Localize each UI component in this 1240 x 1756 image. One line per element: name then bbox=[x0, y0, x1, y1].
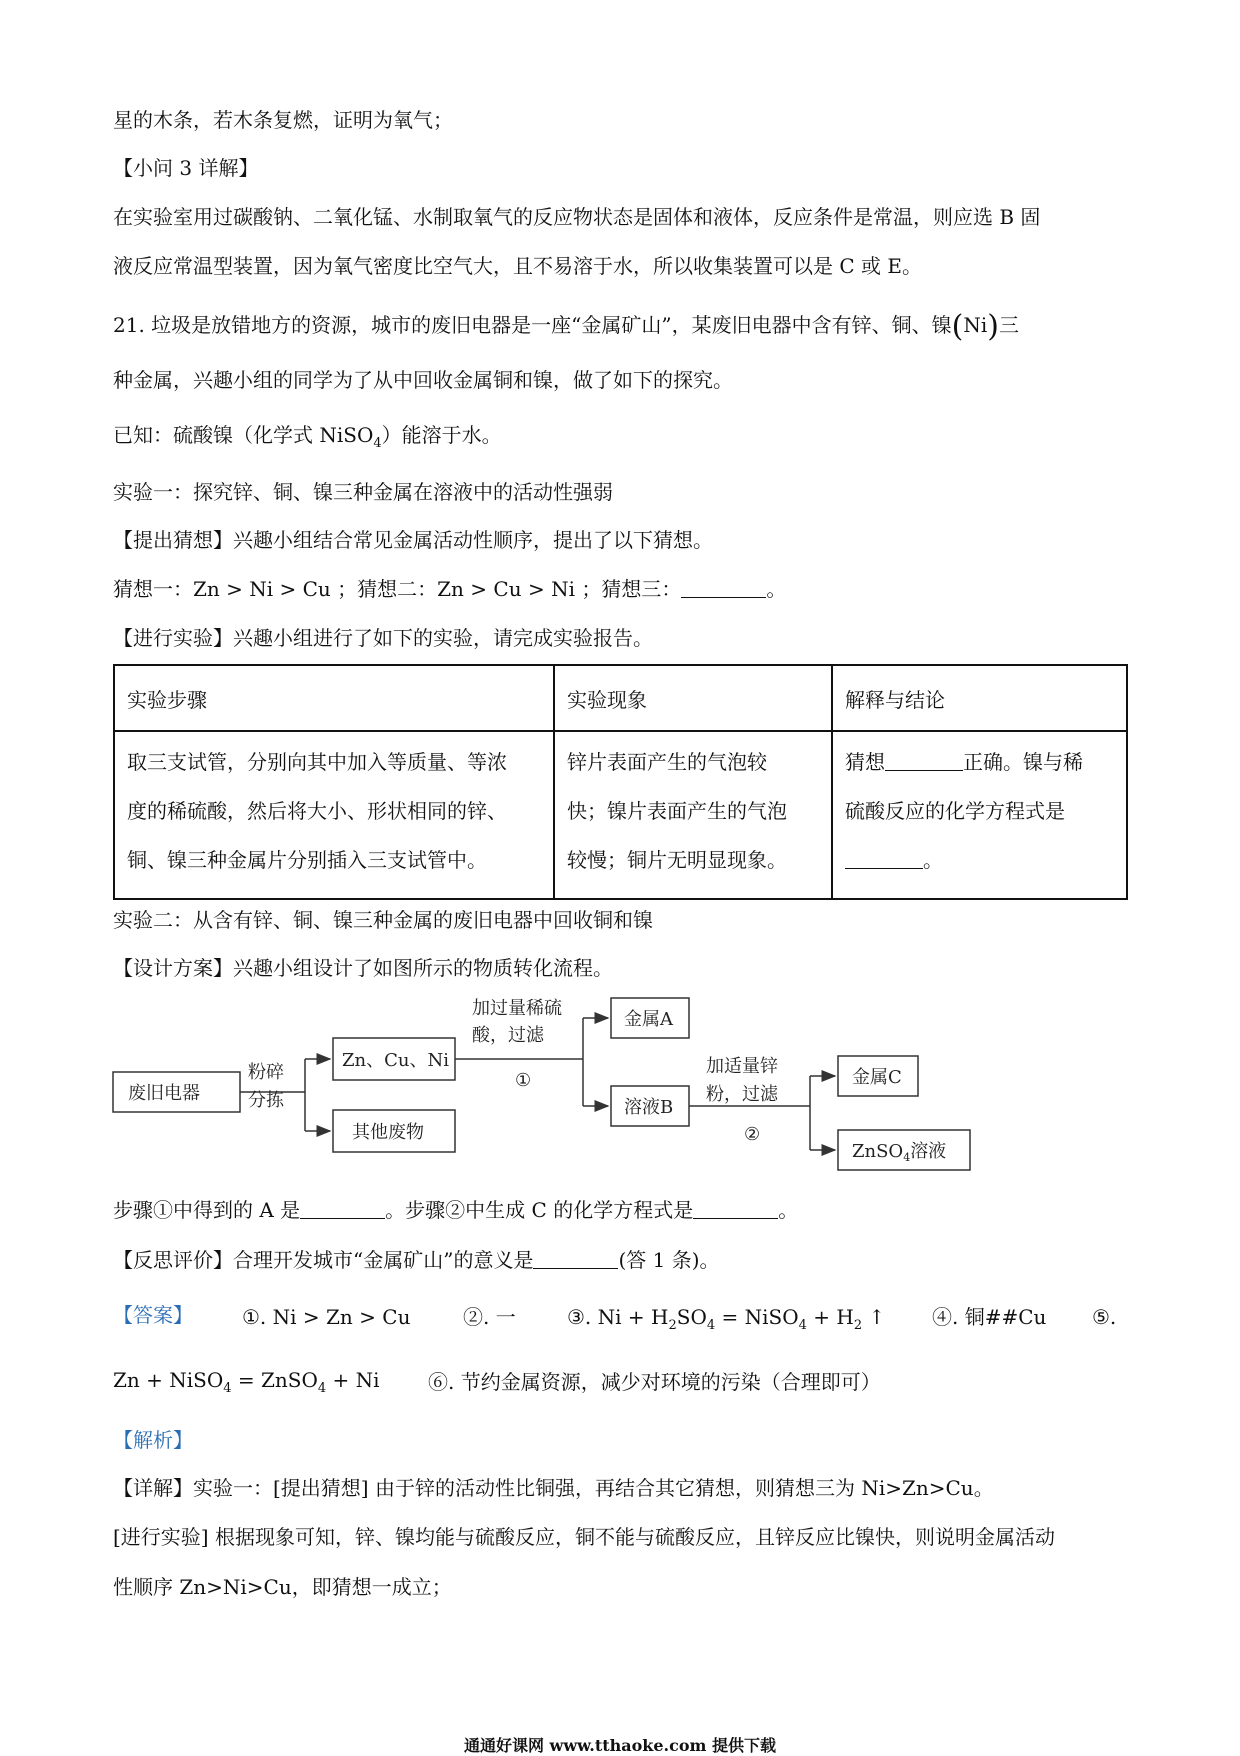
known-text-end: ）能溶于水。 bbox=[381, 423, 502, 447]
subscript: 2 bbox=[668, 1318, 677, 1333]
subscript: 4 bbox=[706, 1318, 716, 1333]
eq-text: Zn + NiSO bbox=[113, 1368, 224, 1392]
answer-3 bbox=[567, 1307, 885, 1332]
experiment-report-table bbox=[113, 664, 1128, 900]
solution-b-label: 溶液B bbox=[624, 1097, 674, 1118]
zinc-label: 加适量锌 bbox=[706, 1056, 778, 1077]
period: 。 bbox=[923, 848, 943, 872]
text-line: 【进行实验】兴趣小组进行了如下的实验，请完成实验报告。 bbox=[113, 626, 653, 650]
other-waste-label: 其他废物 bbox=[352, 1122, 424, 1143]
answer-blank bbox=[533, 1250, 618, 1269]
detail-line: 性顺序 Zn>Ni>Cu，即猜想一成立； bbox=[113, 1575, 452, 1599]
cell-line bbox=[845, 836, 1114, 885]
answer-6: ⑥. 节约金属资源，减少对环境的污染（合理即可） bbox=[428, 1370, 881, 1394]
steps-question bbox=[113, 1200, 798, 1220]
answer-heading: 【答案】 bbox=[113, 1303, 193, 1327]
eq-text: ③. Ni + H bbox=[567, 1305, 669, 1329]
analysis-heading: 【解析】 bbox=[113, 1428, 193, 1452]
answer-1: ①. Ni > Zn > Cu bbox=[242, 1305, 411, 1329]
question-text: 。步骤②中生成 C 的化学方程式是 bbox=[385, 1198, 694, 1222]
process-flow-diagram bbox=[0, 990, 1240, 1190]
cell-line: 铜、镍三种金属片分别插入三支试管中。 bbox=[127, 848, 487, 872]
eq-text: ↑ bbox=[862, 1305, 886, 1329]
table-header: 实验步骤 bbox=[114, 665, 554, 731]
conclusion-cell bbox=[832, 731, 1127, 899]
known-text: 已知：硫酸镍（化学式 NiSO bbox=[113, 423, 374, 447]
question-21 bbox=[113, 309, 1019, 344]
paren: ) bbox=[987, 309, 999, 344]
detail-line: [进行实验] 根据现象可知，锌、镍均能与硫酸反应，铜不能与硫酸反应，且锌反应比镍快，则说明金属活动 bbox=[113, 1525, 1055, 1549]
experiment-two-title: 实验二：从含有锌、铜、镍三种金属的废旧电器中回收铜和镍 bbox=[113, 908, 653, 932]
steps-cell bbox=[114, 731, 554, 899]
step-1-label: ① bbox=[515, 1070, 532, 1091]
answer-blank bbox=[845, 850, 923, 869]
text-line: 种金属，兴趣小组的同学为了从中回收金属铜和镍，做了如下的探究。 bbox=[113, 368, 733, 392]
hypotheses-line bbox=[113, 579, 786, 599]
subscript: 4 bbox=[317, 1381, 327, 1396]
text-line: 液反应常温型装置，因为氧气密度比空气大，且不易溶于水，所以收集装置可以是 C 或 E。 bbox=[113, 254, 922, 278]
cell-line: 取三支试管，分别向其中加入等质量、等浓 bbox=[127, 750, 507, 774]
table-header: 实验现象 bbox=[554, 665, 832, 731]
cell-text: 猜想 bbox=[845, 750, 885, 774]
cell-line: 快；镍片表面产生的气泡 bbox=[567, 799, 787, 823]
nickel-symbol: Ni bbox=[963, 313, 988, 337]
eq-text: = ZnSO bbox=[231, 1368, 318, 1392]
eq-text: = NiSO bbox=[715, 1305, 799, 1329]
subscript: 2 bbox=[853, 1318, 863, 1333]
subscript: 4 bbox=[373, 436, 382, 451]
answer-2: ②. 一 bbox=[463, 1305, 516, 1329]
zinc-label-2: 粉，过滤 bbox=[706, 1084, 778, 1105]
hypotheses-text: 猜想一：Zn > Ni > Cu ；猜想二：Zn > Cu > Ni ；猜想三： bbox=[113, 577, 682, 601]
period: 。 bbox=[778, 1198, 799, 1222]
answer-label bbox=[113, 1305, 193, 1325]
metal-a-label: 金属A bbox=[624, 1009, 673, 1030]
cell-text: 正确。镍与稀 bbox=[963, 750, 1083, 774]
known-line bbox=[113, 425, 502, 450]
reflection-question bbox=[113, 1250, 720, 1270]
waste-label: 废旧电器 bbox=[128, 1083, 200, 1104]
znso4-label bbox=[852, 1141, 946, 1164]
eq-text: + Ni bbox=[326, 1368, 380, 1392]
text-line: 【提出猜想】兴趣小组结合常见金属活动性顺序，提出了以下猜想。 bbox=[113, 528, 713, 552]
metal-c-label: 金属C bbox=[852, 1067, 902, 1088]
page-footer: 通通好课网 www.tthaoke.com 提供下载 bbox=[463, 1736, 777, 1755]
text-line: 【设计方案】兴趣小组设计了如图所示的物质转化流程。 bbox=[113, 956, 613, 980]
cell-line: 较慢；铜片无明显现象。 bbox=[567, 848, 787, 872]
answer-blank bbox=[693, 1200, 778, 1219]
text-line: 星的木条，若木条复燃，证明为氧气； bbox=[113, 108, 453, 132]
answer-4: ④. 铜##Cu bbox=[932, 1305, 1047, 1329]
question-text: 【反思评价】合理开发城市“金属矿山”的意义是 bbox=[113, 1248, 534, 1272]
crush-label: 粉碎 bbox=[248, 1062, 284, 1083]
subscript: 4 bbox=[903, 1151, 911, 1164]
question-text: (答 1 条)。 bbox=[618, 1248, 720, 1272]
eq-text: + H bbox=[806, 1305, 854, 1329]
answer-blank bbox=[681, 579, 766, 598]
paren: ( bbox=[951, 309, 964, 344]
subscript: 4 bbox=[798, 1318, 807, 1333]
sort-label: 分拣 bbox=[248, 1090, 284, 1111]
text-line: 在实验室用过碳酸钠、二氧化锰、水制取氧气的反应物状态是固体和液体，反应条件是常温，则应选 B 固 bbox=[113, 205, 1041, 229]
subscript: 4 bbox=[223, 1381, 232, 1396]
answer-5-marker: ⑤. bbox=[1092, 1305, 1117, 1329]
table-header: 解释与结论 bbox=[832, 665, 1127, 731]
eq-text: SO bbox=[676, 1305, 707, 1329]
acid-label-2: 酸，过滤 bbox=[472, 1025, 544, 1046]
cell-line: 度的稀硫酸，然后将大小、形状相同的锌、 bbox=[127, 799, 507, 823]
q21-text: 21. 垃圾是放错地方的资源，城市的废旧电器是一座“金属矿山”，某废旧电器中含有锌、铜、镍 bbox=[113, 313, 952, 337]
answer-5 bbox=[113, 1370, 380, 1395]
experiment-one-title: 实验一：探究锌、铜、镍三种金属在溶液中的活动性强弱 bbox=[113, 480, 613, 504]
cell-line bbox=[845, 738, 1114, 787]
answer-blank bbox=[300, 1200, 385, 1219]
detail-line: 【详解】实验一：[提出猜想] 由于锌的活动性比铜强，再结合其它猜想，则猜想三为 Ni>Zn>Cu。 bbox=[113, 1476, 994, 1500]
q21-end: 三 bbox=[998, 313, 1019, 337]
cell-line: 硫酸反应的化学方程式是 bbox=[845, 799, 1065, 823]
question-text: 步骤①中得到的 A 是 bbox=[113, 1198, 301, 1222]
znso4-text-end: 溶液 bbox=[910, 1141, 947, 1162]
answer-blank bbox=[885, 752, 963, 771]
section-heading: 【小问 3 详解】 bbox=[113, 156, 259, 180]
step-2-label: ② bbox=[744, 1124, 761, 1145]
period: 。 bbox=[766, 577, 787, 601]
cell-line: 锌片表面产生的气泡较 bbox=[567, 750, 767, 774]
znso4-text: ZnSO bbox=[852, 1141, 904, 1162]
acid-label: 加过量稀硫 bbox=[472, 998, 562, 1019]
metals-label: Zn、Cu、Ni bbox=[342, 1050, 449, 1071]
phenomena-cell bbox=[554, 731, 832, 899]
